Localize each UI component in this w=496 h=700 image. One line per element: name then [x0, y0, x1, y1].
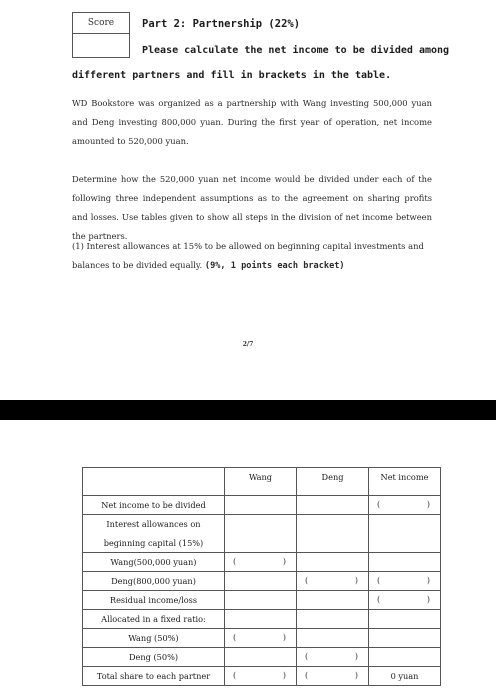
cell-empty	[225, 572, 297, 591]
score-box	[72, 12, 130, 58]
answer-bracket[interactable]: ( )	[369, 572, 441, 591]
cell-empty	[297, 534, 369, 553]
row-label: Deng (50%)	[83, 648, 225, 667]
cell-empty	[225, 591, 297, 610]
table-row	[83, 648, 441, 667]
page-divider	[0, 400, 496, 420]
task-paragraph: Determine how the 520,000 yuan net income would be divided under each of the following three independent assumptions as to the agreement on sharing profits and losses. Use tables given to show all steps in the division of net income between the partners.	[72, 174, 432, 241]
table-row	[83, 629, 441, 648]
row-label: Deng(800,000 yuan)	[83, 572, 225, 591]
cell-empty	[369, 553, 441, 572]
answer-bracket[interactable]: ( )	[297, 667, 369, 686]
cell-empty	[297, 610, 369, 629]
table-row	[83, 553, 441, 572]
table-row	[83, 496, 441, 515]
header-row	[83, 468, 441, 496]
table-row	[83, 572, 441, 591]
cell-empty	[297, 553, 369, 572]
table-row	[83, 534, 441, 553]
cell-empty	[297, 515, 369, 534]
cell-empty	[297, 496, 369, 515]
row-label: Interest allowances on	[83, 515, 225, 534]
part-title: Part 2: Partnership (22%)	[142, 18, 301, 30]
row-label: Wang(500,000 yuan)	[83, 553, 225, 572]
question-1-text: (1) Interest allowances at 15% to be allowed on beginning capital investments and balances to be divided equally.	[72, 241, 424, 270]
row-label: Total share to each partner	[83, 667, 225, 686]
table-row	[83, 667, 441, 686]
partnership-table	[82, 467, 441, 686]
header-blank	[83, 468, 225, 496]
cell-empty	[369, 648, 441, 667]
row-label: Residual income/loss	[83, 591, 225, 610]
row-label: Allocated in a fixed ratio:	[83, 610, 225, 629]
answer-bracket[interactable]: ( )	[225, 553, 297, 572]
row-label: Net income to be divided	[83, 496, 225, 515]
row-label: Wang (50%)	[83, 629, 225, 648]
answer-bracket[interactable]: ( )	[297, 572, 369, 591]
header-deng: Deng	[297, 468, 369, 496]
table-row	[83, 591, 441, 610]
page-number: 2/7	[242, 341, 254, 348]
instruction-line-1: Please calculate the net income to be divided among	[142, 45, 450, 56]
table-row	[83, 610, 441, 629]
answer-bracket[interactable]: ( )	[225, 667, 297, 686]
table-row	[83, 515, 441, 534]
header-wang: Wang	[225, 468, 297, 496]
answer-bracket[interactable]: ( )	[369, 496, 441, 515]
scenario-paragraph: WD Bookstore was organized as a partnership with Wang investing 500,000 yuan and Deng investing 800,000 yuan. During the first year of operation, net income amounted to 520,000 yuan.	[72, 98, 432, 146]
cell-empty	[225, 534, 297, 553]
cell-empty	[297, 591, 369, 610]
cell-empty	[369, 515, 441, 534]
cell-empty	[369, 629, 441, 648]
header-net-income: Net income	[369, 468, 441, 496]
cell-empty	[225, 648, 297, 667]
instruction-line-2: different partners and fill in brackets in the table.	[72, 70, 392, 81]
answer-bracket[interactable]: ( )	[369, 591, 441, 610]
answer-bracket[interactable]: ( )	[297, 648, 369, 667]
cell-empty	[225, 515, 297, 534]
score-label: Score	[73, 13, 129, 34]
question-1	[72, 237, 432, 276]
question-1-marks: (9%, 1 points each bracket)	[204, 261, 345, 271]
answer-bracket[interactable]: ( )	[225, 629, 297, 648]
cell-empty	[369, 534, 441, 553]
cell-empty	[225, 496, 297, 515]
cell-empty	[225, 610, 297, 629]
cell-empty	[369, 610, 441, 629]
row-label: beginning capital (15%)	[83, 534, 225, 553]
total-net-income: 0 yuan	[369, 667, 441, 686]
cell-empty	[297, 629, 369, 648]
